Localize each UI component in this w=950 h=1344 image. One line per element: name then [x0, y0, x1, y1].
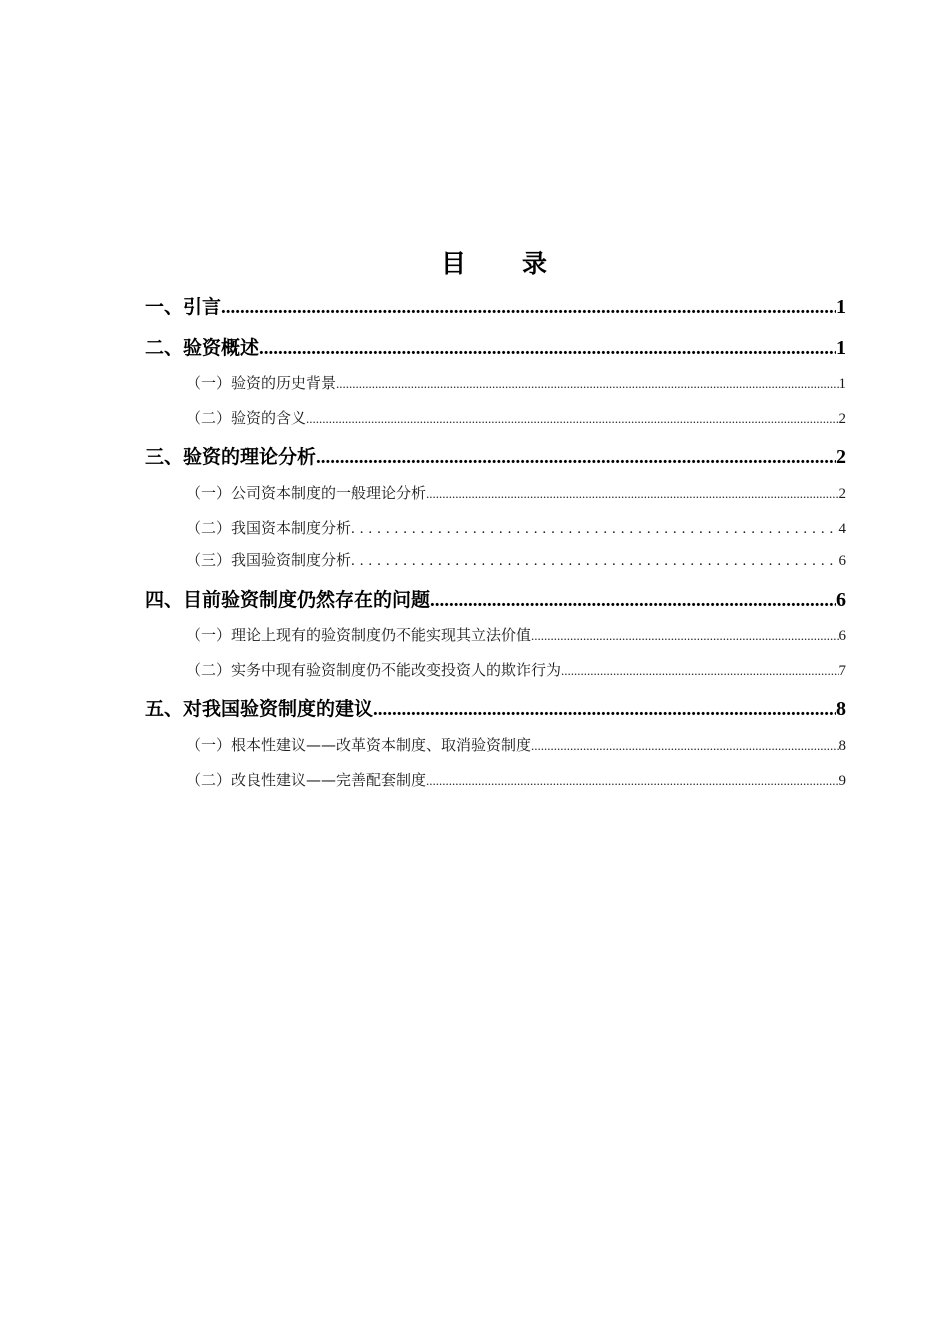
- dot-leader: [221, 297, 836, 318]
- toc-entry-label: 四、目前验资制度仍然存在的问题: [145, 589, 431, 611]
- toc-entry-label: 三、验资的理论分析: [145, 446, 317, 468]
- toc-entry-label: 二、验资概述: [145, 337, 260, 359]
- toc-entry-label: （二）验资的含义: [186, 409, 307, 427]
- toc-entry-page-number: 6: [838, 553, 846, 569]
- dot-leader: [430, 590, 836, 611]
- toc-entry-page-number: 6: [836, 589, 846, 611]
- toc-entry-level2[interactable]: [186, 549, 846, 571]
- toc-entry-level2[interactable]: [186, 659, 846, 681]
- toc-entry-label: （二）改良性建议——完善配套制度: [186, 771, 427, 789]
- toc-entry-level1[interactable]: [145, 292, 846, 318]
- toc-entry-label: 五、对我国验资制度的建议: [145, 698, 374, 720]
- toc-title: 目 录: [440, 249, 549, 278]
- toc-entry-label: （一）公司资本制度的一般理论分析: [186, 484, 427, 502]
- dot-leader: [316, 447, 836, 468]
- toc-entry-level2[interactable]: [186, 769, 846, 791]
- toc-entry-page-number: 2: [836, 446, 846, 468]
- dot-leader: [531, 628, 838, 644]
- toc-entry-page-number: 9: [838, 773, 846, 789]
- toc-entry-level1[interactable]: [145, 442, 846, 468]
- toc-entry-page-number: 1: [838, 376, 846, 392]
- toc-entry-page-number: 4: [838, 521, 846, 537]
- toc-entry-label: （二）我国资本制度分析: [186, 519, 352, 537]
- toc-entry-page-number: 7: [838, 663, 846, 679]
- toc-entry-level2[interactable]: [186, 517, 846, 539]
- toc-entry-page-number: 1: [836, 296, 846, 318]
- toc-entry-label: （三）我国验资制度分析: [186, 551, 352, 569]
- toc-entry-label: （一）验资的历史背景: [186, 374, 337, 392]
- toc-entry-level2[interactable]: [186, 407, 846, 429]
- toc-entry-level1[interactable]: [145, 333, 846, 359]
- toc-entry-page-number: 8: [838, 738, 846, 754]
- toc-entry-level1[interactable]: [145, 585, 846, 611]
- dot-leader: [531, 738, 838, 754]
- toc-entry-label: （一）理论上现有的验资制度仍不能实现其立法价值: [186, 626, 532, 644]
- dot-leader: [373, 699, 836, 720]
- toc-entry-page-number: 2: [838, 411, 846, 427]
- dot-leader: [336, 376, 838, 392]
- toc-entry-label: （二）实务中现有验资制度仍不能改变投资人的欺诈行为: [186, 661, 562, 679]
- dot-leader: [426, 486, 838, 502]
- toc-entry-page-number: 8: [836, 698, 846, 720]
- toc-entry-page-number: 6: [838, 628, 846, 644]
- toc-entry-label: （一）根本性建议——改革资本制度、取消验资制度: [186, 736, 532, 754]
- dot-leader: [259, 338, 836, 359]
- toc-entry-level2[interactable]: [186, 372, 846, 394]
- dot-leader: [351, 553, 838, 570]
- toc-entry-label: 一、引言: [145, 296, 222, 318]
- dot-leader: [561, 663, 838, 679]
- dot-leader: [351, 521, 838, 538]
- toc-entry-level2[interactable]: [186, 482, 846, 504]
- toc-entry-page-number: 2: [838, 486, 846, 502]
- dot-leader: [426, 773, 838, 789]
- toc-entry-level2[interactable]: [186, 734, 846, 756]
- toc-entry-page-number: 1: [836, 337, 846, 359]
- dot-leader: [306, 411, 838, 427]
- toc-entry-level1[interactable]: [145, 694, 846, 720]
- toc-entry-level2[interactable]: [186, 624, 846, 646]
